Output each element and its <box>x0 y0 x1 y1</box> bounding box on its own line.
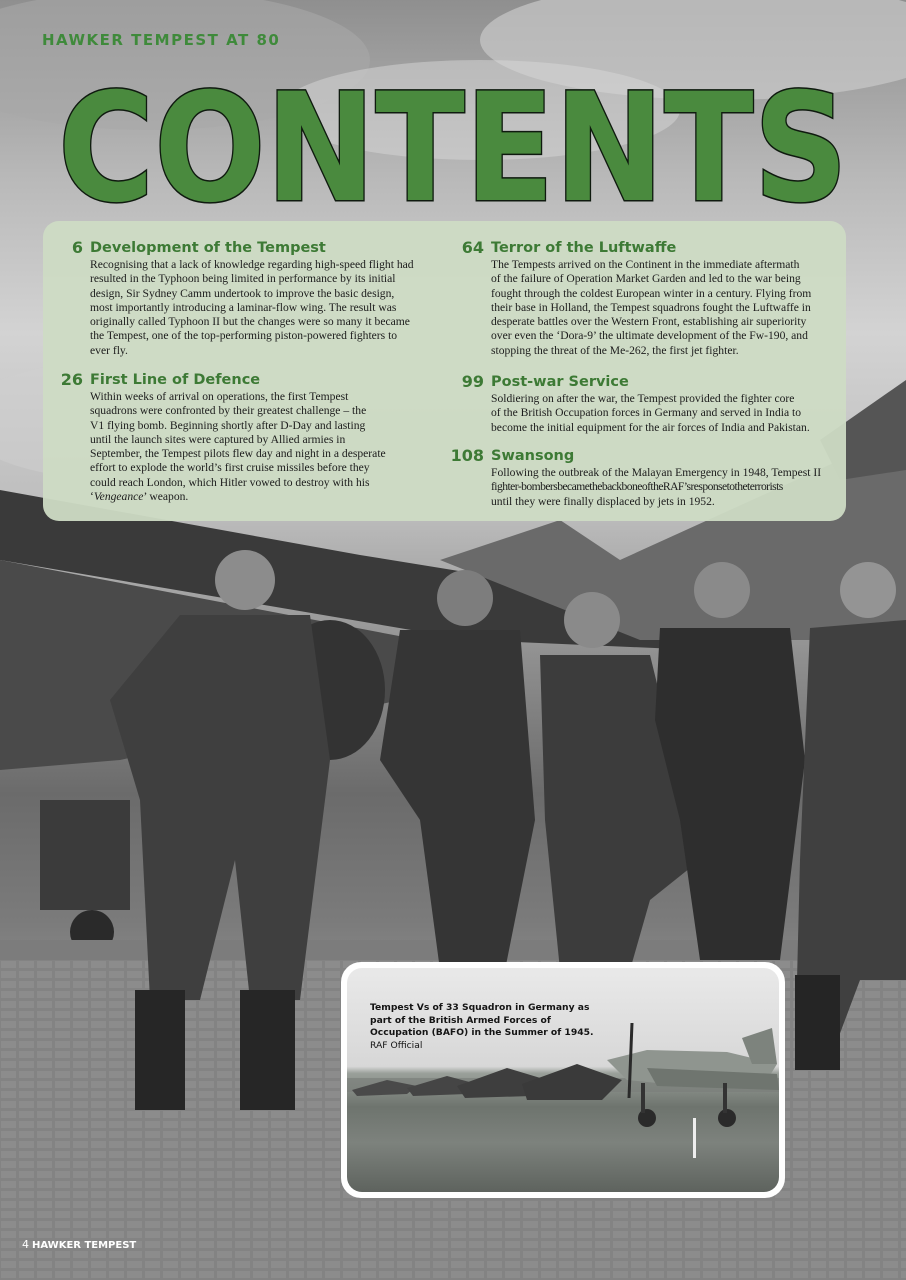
page-number: 4 <box>22 1238 29 1251</box>
entry-page-number: 26 <box>60 370 83 389</box>
inset-photo-tempest-line-up <box>347 968 779 1192</box>
contents-heading <box>0 40 906 220</box>
entry-page-number: 99 <box>461 372 484 391</box>
inset-caption: Tempest Vs of 33 Squadron in Germany as part of the British Armed Forces of Occupation (BAFO) in the Summer of 1945. RAF Official <box>370 1002 594 1051</box>
entry-description: The Tempests arrived on the Continent in the immediate aftermath of the failure of Operation Market Garden and led to the war being fought through the coldest European winter in a century. Flying from their base in Holland, the Tempest squadrons fought the Luftwaffe in desperate battles over the Western Front, establishing air superiority over even the ‘Dora-9’ the ultimate development of the Fw-190, and stopping the threat of the Me-262, the first jet fighter. <box>491 258 812 357</box>
contents-panel <box>43 221 846 521</box>
contents-entry-terror-of-the-luftwaffe[interactable] <box>444 238 811 358</box>
entry-title: Post-war Service <box>491 374 629 390</box>
entry-description: Following the outbreak of the Malayan Emergency in 1948, Tempest II fighter-bombersbecamethebackboneoftheRAF’sresponsetotheterrorists until they were finally displaced by jets in 1952. <box>491 466 822 508</box>
page-footer <box>22 1238 136 1251</box>
entry-description: Within weeks of arrival on operations, the first Tempest squadrons were confronted by their greatest challenge – the V1 flying bomb. Beginning shortly after D-Day and lasting until the launch sites were captured by Allied armies in September, the Tempest pilots flew day and night in a desperate effort to explode the world’s first cruise missiles before they could reach London, which Hitler vowed to destroy with his ‘Vengeance’ weapon. <box>90 390 386 504</box>
publication-name: HAWKER TEMPEST <box>32 1240 137 1251</box>
contents-entry-swansong[interactable] <box>444 446 821 509</box>
contents-entry-development[interactable] <box>43 238 414 358</box>
entry-title: Swansong <box>491 448 575 464</box>
entry-title: Terror of the Luftwaffe <box>491 240 677 256</box>
entry-page-number: 6 <box>71 238 83 257</box>
entry-page-number: 108 <box>450 446 484 465</box>
contents-entry-first-line-of-defence[interactable] <box>43 370 386 504</box>
photo-credit: RAF Official <box>370 1039 423 1051</box>
entry-description: Recognising that a lack of knowledge regarding high-speed flight had resulted in the Typhoon being limited in performance by its initial design, Sir Sydney Camm undertook to improve the basic design, most importantly introducing a laminar-flow wing. The result was originally called Typhoon II but the changes were so many it became the Tempest, one of the top-performing piston-powered fighters to ever fly. <box>90 258 414 357</box>
contents-title: CONTENTS <box>58 62 848 220</box>
contents-entry-post-war-service[interactable] <box>444 372 810 435</box>
series-kicker: HAWKER TEMPEST AT 80 <box>42 31 281 49</box>
entry-page-number: 64 <box>461 238 484 257</box>
entry-description: Soldiering on after the war, the Tempest provided the fighter core of the British Occupation forces in Germany and served in India to become the initial equipment for the air forces of India and Pakistan. <box>491 392 810 434</box>
inset-photo-frame <box>341 962 785 1198</box>
entry-title: Development of the Tempest <box>90 240 326 256</box>
entry-title: First Line of Defence <box>90 372 261 388</box>
